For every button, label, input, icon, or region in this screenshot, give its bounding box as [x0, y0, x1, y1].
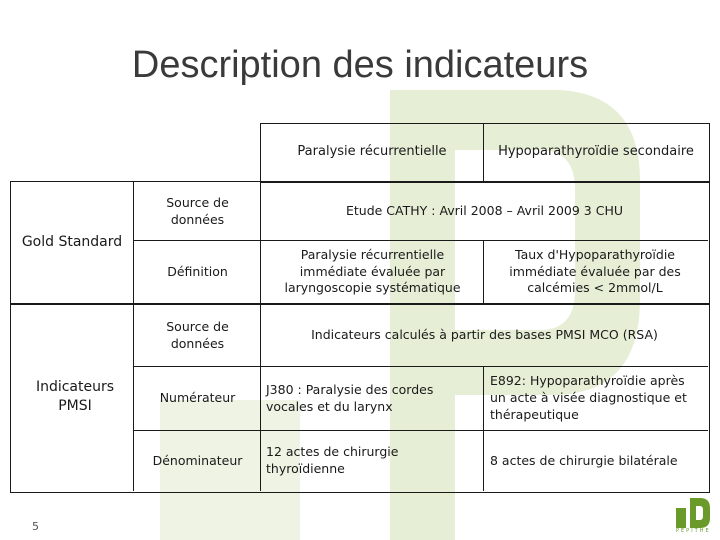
numerateur-paralysie: J380 : Paralysie des cordes vocales et du larynx — [266, 381, 434, 414]
pmsi-col-divider — [483, 366, 484, 491]
column-header-paralysie: Paralysie récurrentielle — [297, 144, 447, 160]
pmsi-source-label: Source de données — [166, 319, 229, 351]
numerateur-hypoparathyroidie: E892: Hypoparathyroïdie après un acte à visée diagnostique et thérapeutique — [490, 373, 687, 422]
denominateur-hypoparathyroidie: 8 actes de chirurgie bilatérale — [490, 452, 678, 468]
gold-source-label: Source de données — [166, 195, 229, 227]
denominateur-paralysie: 12 actes de chirurgie thyroïdienne — [266, 444, 399, 476]
group-label-indicateurs-pmsi: Indicateurs PMSI — [35, 379, 115, 414]
numerateur-label: Numérateur — [159, 390, 236, 406]
gold-definition-divider — [483, 240, 484, 303]
group-label-gold-standard: Gold Standard — [21, 233, 123, 250]
gold-label-column-divider — [133, 181, 134, 303]
gold-definition-label: Définition — [167, 263, 228, 279]
logo-text: PEPITHE — [676, 528, 711, 534]
pmsi-source-value: Indicateurs calculés à partir des bases PMSI MCO (RSA) — [311, 326, 658, 342]
gold-value-column-divider — [260, 181, 261, 303]
column-divider — [483, 123, 484, 181]
page-title: Description des indicateurs — [131, 44, 589, 86]
column-header-hypoparathyroidie: Hypoparathyroïdie secondaire — [498, 144, 694, 160]
gold-definition-paralysie: Paralysie récurrentielle immédiate évaluée par laryngoscopie systématique — [284, 246, 461, 296]
pmsi-value-column-divider — [260, 303, 261, 491]
gold-definition-hypoparathyroidie: Taux d'Hypoparathyroïdie immédiate évaluée par des calcémies < 2mmol/L — [509, 246, 681, 296]
gold-source-value: Etude CATHY : Avril 2008 – Avril 2009 3 CHU — [345, 202, 623, 218]
pmsi-label-column-divider — [133, 303, 134, 491]
denominateur-label: Dénominateur — [152, 452, 243, 468]
page-number: 5 — [32, 520, 39, 533]
